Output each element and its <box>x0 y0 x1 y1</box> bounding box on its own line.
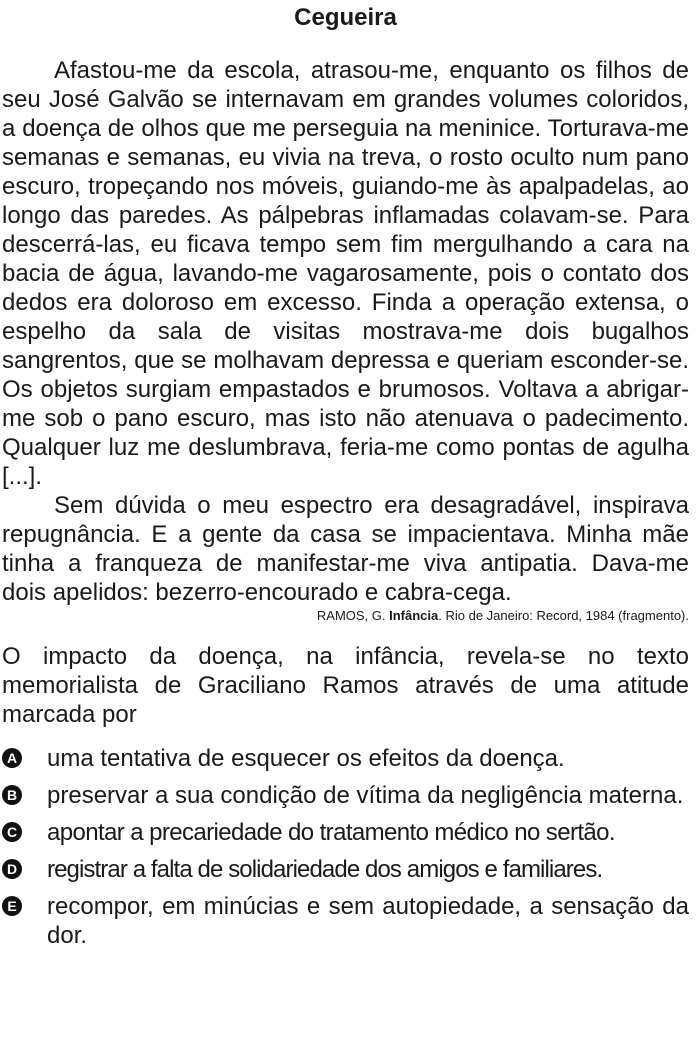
option-d-text: registrar a falta de solidariedade dos amigos e familiares. <box>47 856 603 883</box>
option-e[interactable] <box>2 892 689 950</box>
option-e-text: recompor, em minúcias e sem autopiedade, a sensação da dor. <box>47 893 689 949</box>
answer-options <box>2 744 689 950</box>
option-c-letter-badge: C <box>2 822 22 842</box>
option-d-letter-badge: D <box>2 859 22 879</box>
option-a[interactable] <box>2 744 689 773</box>
option-b-letter-badge: B <box>2 785 22 805</box>
page <box>0 3 700 1041</box>
option-b[interactable] <box>2 781 689 810</box>
option-a-letter-badge: A <box>2 748 22 768</box>
option-d[interactable] <box>2 855 689 884</box>
option-b-text: preservar a sua condição de vítima da negligência materna. <box>47 782 684 809</box>
citation-work: Infância <box>389 608 439 623</box>
text-paragraph-1: Afastou-me da escola, atrasou-me, enquanto os filhos de seu José Galvão se internavam em grandes volumes coloridos, a doença de olhos que me perseguia na meninice. Torturava-me semanas e semanas, eu vivia na treva, o rosto oculto num pano escuro, tropeçando nos móveis, guiando-me às apalpadelas, ao longo das paredes. As pálpebras inflamadas colavam-se. Para descerrá-las, eu ficava tempo sem fim mergulhando a cara na bacia de água, lavando-me vagarosamente, pois o contato dos dedos era doloroso em excesso. Finda a operação extensa, o espelho da sala de visitas mostrava-me dois bugalhos sangrentos, que se molhavam depressa e queriam esconder-se. Os objetos surgiam empastados e brumosos. Voltava a abrigar-me sob o pano escuro, mas isto não atenuava o padecimento. Qualquer luz me deslumbrava, feria-me como pontas de agulha [...]. <box>2 57 689 490</box>
option-a-text: uma tentativa de esquecer os efeitos da doença. <box>47 745 565 772</box>
citation-author: RAMOS, G. <box>316 608 390 623</box>
text-title: Cegueira <box>294 4 397 31</box>
question-stem: O impacto da doença, na infância, revela-se no texto memorialista de Graciliano Ramos através de uma atitude marcada por <box>2 643 689 728</box>
citation <box>2 608 689 624</box>
option-e-letter-badge: E <box>2 896 22 916</box>
text-paragraph-2: Sem dúvida o meu espectro era desagradável, inspirava repugnância. E a gente da casa se impacientava. Minha mãe tinha a franqueza de manifestar-me viva antipatia. Dava-me dois apelidos: bezerro-encourado e cabra-cega. <box>2 492 689 606</box>
citation-details: . Rio de Janeiro: Record, 1984 (fragmento). <box>438 608 689 623</box>
option-c[interactable] <box>2 818 689 847</box>
option-c-text: apontar a precariedade do tratamento médico no sertão. <box>47 819 615 846</box>
